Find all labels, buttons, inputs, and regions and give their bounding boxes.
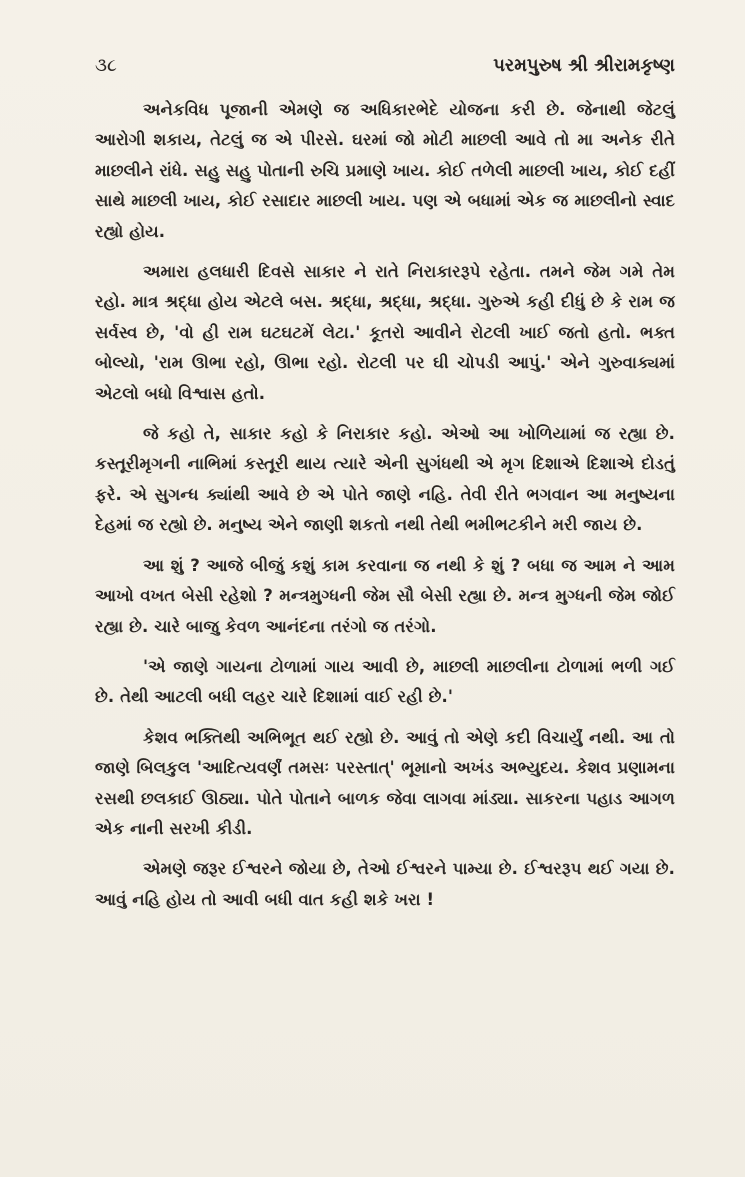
- page-header: [95, 55, 675, 85]
- paragraph: અનેકવિધ પૂજાની એમણે જ અધિકારભેદે યોજના કરી છે. જેનાથી જેટલું આરોગી શકાય, તેટલું જ એ પીરસે. ઘરમાં જો મોટી માછલી આવે તો મા અનેક રીતે માછલીને રાંધે. સહુ સહુ પોતાની રુચિ પ્રમાણે ખાય. કોઈ તળેલી માછલી ખાય, કોઈ દહીં સાથે માછલી ખાય, કોઈ રસાદાર માછલી ખાય. પણ એ બધામાં એક જ માછલીનો સ્વાદ રહ્યો હોય.: [95, 100, 675, 241]
- body-text: [95, 95, 675, 925]
- running-head: પરમપુરુષ શ્રી શ્રીરામકૃષ્ણ: [493, 55, 675, 76]
- paragraph: આ શું ? આજે બીજું કશું કામ કરવાના જ નથી કે શું ? બધા જ આમ ને આમ આખો વખત બેસી રહેશો ? મન્ત્રમુગ્ધની જેમ સૌ બેસી રહ્યા છે. મન્ત્ર મુગ્ધની જેમ જોઈ રહ્યા છે. ચારે બાજુ કેવળ આનંદના તરંગો જ તરંગો.: [95, 555, 675, 636]
- page-number: ૩૮: [95, 55, 117, 76]
- paragraph: એમણે જરૂર ઈશ્વરને જોયા છે, તેઓ ઈશ્વરને પામ્યા છે. ઈશ્વરરૂપ થઈ ગયા છે. આવું નહિ હોય તો આવી બધી વાત કહી શકે ખરા !: [95, 859, 675, 909]
- paragraph: 'એ જાણે ગાયના ટોળામાં ગાય આવી છે, માછલી માછલીના ટોળામાં ભળી ગઈ છે. તેથી આટલી બધી લહર ચારે દિશામાં વાઈ રહી છે.': [95, 656, 675, 707]
- paragraph: જે કહો તે, સાકાર કહો કે નિરાકાર કહો. એઓ આ ખોળિયામાં જ રહ્યા છે. કસ્તૂરીમૃગની નાભિમાં કસ્તૂરી થાય ત્યારે એની સુગંધથી એ મૃગ દિશાએ દિશાએ દોડતું ફરે. એ સુગન્ધ ક્યાંથી આવે છે એ પોતે જાણે નહિ. તેવી રીતે ભગવાન આ મનુષ્યના દેહમાં જ રહ્યો છે. મનુષ્ય એને જાણી શકતો નથી તેથી ભમીભટકીને મરી જાય છે.: [95, 424, 675, 535]
- paragraph: અમારા હલધારી દિવસે સાકાર ને રાતે નિરાકારરૂપે રહેતા. તમને જેમ ગમે તેમ રહો. માત્ર શ્રદ્ધા હોય એટલે બસ. શ્રદ્ધા, શ્રદ્ધા, શ્રદ્ધા. ગુરુએ કહી દીધું છે કે રામ જ સર્વસ્વ છે, 'વો હી રામ ઘટઘટમેં લેટા.' કૂતરો આવીને રોટલી ખાઈ જતો હતો. ભક્ત બોલ્યો, 'રામ ઊભા રહો, ઊભા રહો. રોટલી પર ઘી ચોપડી આપું.' એને ગુરુવાક્યમાં એટલો બધો વિશ્વાસ હતો.: [95, 262, 675, 403]
- paragraph: કેશવ ભક્તિથી અભિભૂત થઈ રહ્યો છે. આવું તો એણે કદી વિચાર્યું નથી. આ તો જાણે બિલકુલ 'આદિત્યવર્ણં તમસઃ પરસ્તાત્' ભૂમાનો અખંડ અભ્યુદય. કેશવ પ્રણામના રસથી છલકાઈ ઊઠ્યા. પોતે પોતાને બાળક જેવા લાગવા માંડ્યા. સાકરના પહાડ આગળ એક નાની સરખી કીડી.: [95, 727, 675, 838]
